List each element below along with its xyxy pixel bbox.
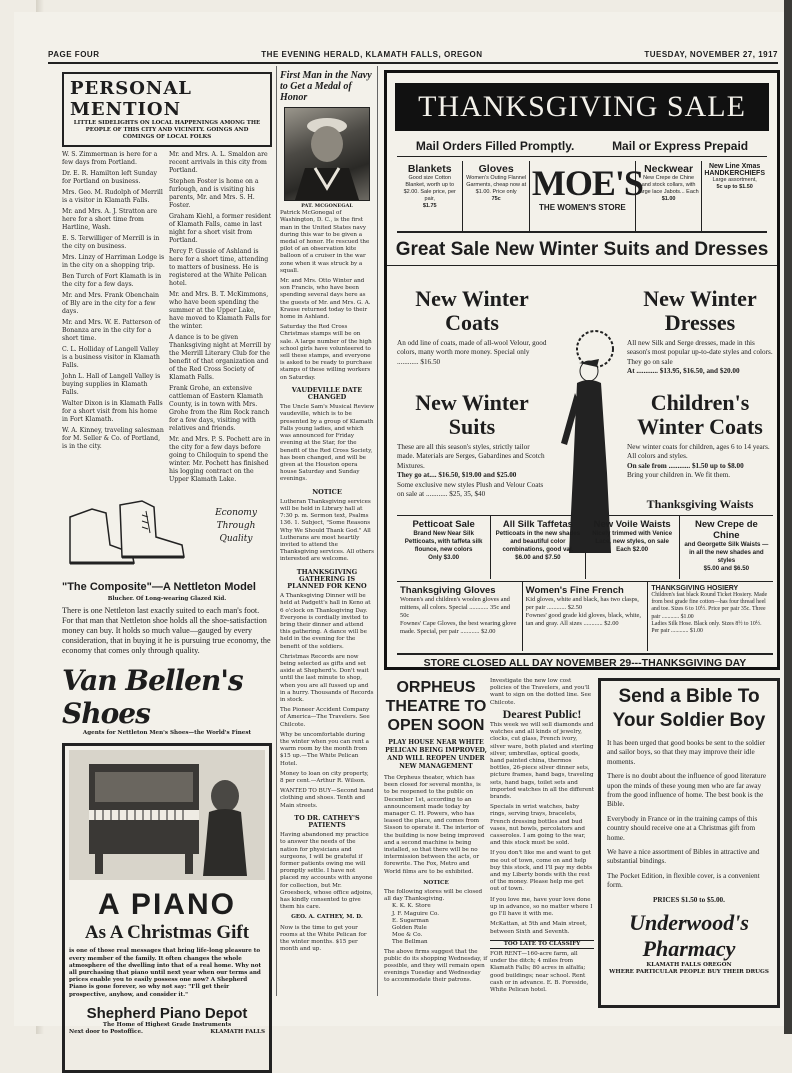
piano-store-sub: The Home of Highest Grade Instruments bbox=[102, 1021, 232, 1028]
piano-address-row bbox=[69, 1029, 265, 1036]
notice-story: Lutheran Thanksgiving services will be held in Library hall at 7:30 p. m. Sermon text, Psalms 136. 1. Subject, "Some Reasons Why We Should Thank God." All Lutherans are most heartily invited to attend the Thanksgiving services. All others interested are welcome. bbox=[280, 498, 374, 563]
coats-heading: New Winter Coats bbox=[415, 286, 529, 335]
blankets-body: Good size Cotton Blanket, worth up to $2.00. Sale price, per pair, bbox=[403, 175, 456, 202]
children-body: New winter coats for children, ages 6 to 14 years. All colors and styles. bbox=[627, 443, 770, 461]
underwood-slogan: WHERE PARTICULAR PEOPLE BUY THEIR DRUGS bbox=[609, 969, 769, 976]
hosiery-body-2: Ladies Silk Hose. Black only. Sizes 8½ to 10½. Per pair ............ $1.00 bbox=[651, 620, 762, 635]
personal-item: Mr. and Mrs. P. S. Pochett are in the city for a few days before going to Chiloquin to spend the winter. Mr. Pochett has finished his logging contract on the Upper Klamath Lake. bbox=[169, 436, 271, 483]
vaudeville-story: The Uncle Sam's Musical Review vaudeville, which is to be presented by a group of Klamath Falls young ladies, and which was announced for Friday evening at the Star, for the benefit of the Red Cross Society, has been changed, and will be given at the Houston opera house Saturday and Sunday evenings. bbox=[280, 404, 375, 483]
personal-item: Mrs. Linzy of Harriman Lodge is in the city on a shopping trip. bbox=[62, 254, 165, 269]
blankets-cell bbox=[397, 161, 463, 231]
column-personal bbox=[62, 66, 272, 1036]
petticoat-row bbox=[397, 515, 773, 579]
crepe-price: $5.00 and $6.50 bbox=[703, 565, 750, 572]
moes-subtitle: THE WOMEN'S STORE bbox=[539, 203, 626, 212]
store-name: K. K. K. Store bbox=[392, 903, 431, 910]
crepe-box bbox=[680, 516, 773, 579]
page-edge bbox=[784, 0, 792, 1034]
shoe-body: There is one Nettleton last exactly suited to each man's foot. For that man that Nettleton shoe holds all the shoe-satisfaction money can buy. It holds so much value—gauged by every consideration, that in buying it he is pursuing true economy, the economy that comes only through quality. bbox=[62, 606, 271, 656]
gloves-heading: Gloves bbox=[478, 163, 514, 175]
french-box bbox=[523, 582, 649, 651]
store-name: J. F. Maguire Co. bbox=[392, 910, 440, 917]
piano-ad bbox=[62, 743, 272, 1073]
money-notice: Money to loan on city property, 8 per cent.—Arthur R. Wilson. bbox=[280, 770, 369, 785]
store-name: Moe & Co. bbox=[392, 932, 423, 939]
petticoat-price: Only $3.00 bbox=[428, 554, 460, 561]
rooms-notice: Why be uncomfortable during the winter when you can rent a warm room by the month from $15 up.—The White Pelican Hotel. bbox=[280, 731, 369, 767]
photo-caption: PAT. MCGONEGAL bbox=[301, 203, 353, 209]
gloves-row bbox=[397, 581, 773, 651]
personal-left-column bbox=[62, 151, 165, 487]
bible-para: It has been urged that good books be sent to the soldier and sailor boys, so that they may improve their idle moments. bbox=[607, 739, 766, 766]
travelers-notice: Investigate the new low cost policies of the Travelers, and you'll want to sign on the dotted line. See Chilcote. bbox=[490, 678, 592, 706]
underwood-logo: Underwood's Pharmacy bbox=[629, 910, 749, 962]
piano-title: A PIANO bbox=[98, 888, 236, 922]
voile-body: Nicely trimmed with Venice Lace, new styles, on sale bbox=[592, 530, 673, 545]
gathering-heading: THANKSGIVING GATHERING IS PLANNED FOR KENO bbox=[287, 567, 367, 590]
shoe-slogan: Economy Through Quality bbox=[215, 508, 257, 544]
piano-store: Shepherd Piano Depot bbox=[86, 1004, 248, 1022]
dearest-title: Dearest Public! bbox=[502, 706, 582, 721]
personal-items bbox=[62, 151, 272, 487]
personal-item: C. L. Holliday of Langell Valley is a business visitor in Klamath Falls. bbox=[62, 346, 160, 369]
crepe-heading: New Crepe de Chine bbox=[694, 519, 758, 541]
handkerchiefs-price: 5c up to $1.50 bbox=[716, 184, 753, 190]
personal-item: Mr. and Mrs. W. E. Patterson of Bonanza are in the city for a short time. bbox=[62, 319, 161, 342]
gathering-story: A Thanksgiving Dinner will be held at Padgett's hall in Keno at 6 o'clock on Thanksgiving Day. Everyone is cordially invited to bring their dinner and attend this gathering. A dance will be held in the evening for the benefit of the soldiers. bbox=[280, 593, 371, 650]
orpheus-notice-2: The above firms suggest that the public do its shopping Wednesday, if possible, and they will remain open evenings Tuesday and Wednesday to accommodate their patrons. bbox=[384, 948, 488, 984]
personal-item: W. S. Zimmerman is here for a few days from Portland. bbox=[62, 151, 158, 166]
children-block bbox=[627, 391, 773, 481]
wanted-notice: WANTED TO BUY—Second hand clothing and shoes. Tenth and Main streets. bbox=[280, 788, 374, 809]
hosiery-box bbox=[648, 582, 773, 651]
taffetas-body: Petticoats in the new shades and beautiful color combinations, good val. bbox=[495, 530, 581, 553]
shoe-icon bbox=[62, 497, 202, 575]
moes-ad bbox=[384, 70, 780, 670]
thanksgiving-sale-banner: THANKSGIVING SALE bbox=[395, 83, 769, 131]
tg-gloves-box bbox=[397, 582, 523, 651]
orpheus-subtitle: PLAY HOUSE NEAR WHITE PELICAN BEING IMPROVED, AND WILL REOPEN UNDER NEW MANAGEMENT bbox=[385, 739, 487, 770]
personal-item: Ben Turch of Fort Klamath is in the city for a few days. bbox=[62, 273, 162, 288]
suits-body: These are all this season's styles, strictly tailor made. Materials are Serges, Gabardines and Scotch Mixtures. bbox=[397, 443, 545, 470]
personal-item: Mr. and Mrs. B. T. McKimmons, who have been spending the summer at the Upper Lake, have moved to Klamath Falls for the winter. bbox=[169, 291, 271, 330]
french-heading: Women's Fine French bbox=[525, 585, 624, 596]
orpheus-body: The Orpheus theater, which has been closed for several months, is to be reopened to the public on December 1st, according to an announcement made today by manager C. H. Powers, who has leased the place, and comes from Sisson to operate it. The interior of the building is now being improved and a second machine is being installed, so that there will be no intermission between the acts, or forewrite. The Fox, Metro and World films are to be exhibited. bbox=[384, 775, 485, 875]
piano-subtitle: As A Christmas Gift bbox=[84, 922, 250, 944]
medal-headline: First Man in the Navy to Get a Medal of Honor bbox=[280, 70, 372, 103]
piano-illustration-icon bbox=[69, 750, 265, 880]
petticoat-body: Brand New Near Silk Petticoats, with taffeta silk flounce, new colors bbox=[404, 530, 483, 553]
van-bellen-logo: Van Bellen's Shoes bbox=[62, 664, 243, 731]
french-body-2: Fownes' good grade kid gloves, black, white, tan and gray. All sizes ............ $2.00 bbox=[525, 612, 641, 627]
mail-order-row bbox=[397, 139, 767, 157]
vaudeville-heading: VAUDEVILLE DATE CHANGED bbox=[291, 385, 363, 402]
personal-item: Dr. E. R. Hamilton left Sunday for Portland on business. bbox=[62, 170, 158, 185]
dearest-body: This week we will sell diamonds and watches and all kinds of jewelry, clocks, cut glass, French ivory, silver ware, both plated and sterling silver, umbrellas, optical goods, hand painted china, thermos bottles, 26-piece silver dinner sets, picture frames, hand bags, traveling sets, hand bags, toilet sets and imported watches in all the different brands. bbox=[490, 722, 594, 801]
bible-para: Everybody in France or in the training camps of this country should receive one at a Christmas gift from home. bbox=[607, 814, 758, 842]
personal-item: Mr. and Mrs. Frank Obenchain of Bly are in the city for a few days. bbox=[62, 292, 159, 315]
patients-story: Having abandoned my practice to answer the needs of the nation for physicians and surgeons, I will be grateful if former patients owing me will promptly settle. I have not placed my accounts with anyone for collection, but Mr. Groesbeck, whose office adjoins, has kindly consented to give them his care. bbox=[280, 832, 373, 911]
hosiery-body: Children's fast black Round Ticket Hosiery. Made from best grade fine cotton—has four thread heel and toe. Sizes 6 to 10½. Price per pair 35c. Three pair ............ $1.00 bbox=[651, 592, 768, 620]
personal-item: John L. Hall of Langell Valley is buying supplies in Klamath Falls. bbox=[62, 373, 161, 396]
dresses-heading: New Winter Dresses bbox=[643, 286, 757, 335]
waists-heading: Thanksgiving Waists bbox=[646, 497, 754, 511]
dearest-body-3: If you don't like me and want to get me out of town, come on and help buy this stock, and I'll pay my debts and my Liberty bonds with the rest of the money. Please help me get out of town. bbox=[490, 850, 593, 893]
neckwear-heading: Neckwear bbox=[644, 163, 694, 175]
patients-signed: GEO. A. CATHEY, M. D. bbox=[291, 914, 363, 921]
dearest-body-4: If you love me, have your love done up in advance, so no matter where I go I'll have it with me. bbox=[490, 896, 593, 918]
personal-item: A dance is to be given Thanksgiving night at Merrill by the Merrill Literary Club for the benefit of that organization and of the Red Cross Society of Klamath Falls. bbox=[169, 334, 271, 381]
moes-feature-row bbox=[397, 161, 767, 233]
suits-heading: New Winter Suits bbox=[415, 390, 529, 439]
personal-subtitle: LITTLE SIDELIGHTS ON LOCAL HAPPENINGS AMONG THE PEOPLE OF THIS CITY AND VICINITY. GOINGS AND COMINGS OF LOCAL FOLKS bbox=[73, 120, 261, 140]
shoe-subline: Blucher. Of Long-wearing Glazed Kid. bbox=[107, 596, 227, 602]
patients-heading: TO DR. CATHEY'S PATIENTS bbox=[294, 813, 360, 830]
piano-address: Next door to Postoffice. bbox=[69, 1029, 143, 1036]
dresses-block bbox=[627, 287, 773, 377]
handkerchiefs-cell bbox=[702, 161, 767, 231]
gloves-price: 75c bbox=[491, 196, 501, 202]
tg-gloves-heading: Thanksgiving Gloves bbox=[400, 585, 496, 596]
time-notice: Now is the time to get your rooms at the White Pelican for the winter months. $15 per month and up. bbox=[280, 924, 367, 953]
personal-mention-header bbox=[62, 72, 272, 147]
orpheus-notice-heading: NOTICE bbox=[423, 879, 449, 886]
neckwear-cell bbox=[636, 161, 702, 231]
mail-orders: Mail Orders Filled Promptly. bbox=[415, 139, 575, 153]
bible-prices: PRICES $1.50 to $5.00. bbox=[653, 895, 725, 904]
voile-heading: New Voile Waists bbox=[593, 519, 671, 530]
bible-para: The Pocket Edition, in flexible cover, is a convenient form. bbox=[607, 871, 760, 890]
personal-item: W. A. Kinney, traveling salesman for M. Seller & Co. of Portland, is in the city. bbox=[62, 427, 164, 450]
children-heading: Children's Winter Coats bbox=[637, 390, 763, 439]
personal-item: Walter Dixon is in Klamath Falls for a short visit from his home in Fort Klamath. bbox=[62, 400, 163, 423]
french-body: Kid gloves, white and black, has two clasps, per pair ............ $2.50 bbox=[525, 596, 639, 611]
shoe-agents: Agents for Nettleton Men's Shoes—the World's Finest bbox=[82, 730, 252, 737]
sailor-photo bbox=[284, 107, 370, 201]
children-price: On sale from ............ $1.50 up to $8.00 bbox=[627, 461, 744, 470]
personal-item: E. S. Terwilliger of Merrill is in the city on business. bbox=[62, 235, 160, 250]
store-closed-notice: STORE CLOSED ALL DAY NOVEMBER 29---THANKSGIVING DAY bbox=[397, 653, 773, 669]
dearest-public-story bbox=[490, 678, 594, 994]
handkerchiefs-body: Large assortment, bbox=[712, 177, 757, 183]
voile-price: Each $2.00 bbox=[616, 546, 649, 553]
personal-right-column bbox=[169, 151, 272, 487]
taffetas-box bbox=[491, 516, 585, 579]
piano-body: is one of those real messages that bring life-long pleasure to every member of the family. It often changes the whole atmosphere of the dwelling into that of a real home. Why not all purchasing that piano until next year when our terms and prices enable you to easily possess one now? A Shepherd Piano is gone forever, so why not say: "I'll get their prospective, anyhow, and consider it." bbox=[69, 948, 262, 998]
petticoat-box bbox=[397, 516, 491, 579]
personal-item: Stephen Foster is home on a furlough, and is visiting his parents, Mr. and Mrs. S. H. Foster. bbox=[169, 178, 259, 209]
column-news bbox=[276, 66, 378, 996]
dresses-price: At ............ $13.95, $16.50, and $20.00 bbox=[627, 367, 740, 376]
bible-para: We have a nice assortment of Bibles in attractive and substantial bindings. bbox=[607, 848, 760, 866]
suits-body-2: Some exclusive new styles Plush and Velour Coats on sale at ............ $25, 35, $40 bbox=[397, 480, 544, 499]
store-name: E. Sugarman bbox=[392, 917, 429, 924]
bible-title: Send a Bible To Your Soldier Boy bbox=[612, 686, 766, 731]
petticoat-heading: Petticoat Sale bbox=[412, 519, 475, 530]
issue-date: TUESDAY, NOVEMBER 27, 1917 bbox=[644, 50, 778, 59]
personal-item: Percy P. Gussie of Ashland is here for a short time, attending to matters of business. He is registered at the White Pelican hotel. bbox=[169, 248, 269, 287]
news-item: Saturday the Red Cross Christmas stamps will be on sale. A large number of the high school girls have volunteered to sell these stamps, and everyone is asked to be ready to purchase stamps of these willing workers on Saturday. bbox=[280, 324, 373, 381]
blankets-heading: Blankets bbox=[407, 163, 452, 175]
tg-gloves-body-2: Fownes' Cape Gloves, the best wearing glove made. Special, per pair ............ $2.00 bbox=[400, 620, 517, 635]
voile-box bbox=[586, 516, 680, 579]
taffetas-heading: All Silk Taffetas bbox=[502, 519, 573, 530]
bible-para: There is no doubt about the influence of good literature upon the minds of these young men who are far away from the good influence of home. The best book is the Bible. bbox=[607, 772, 767, 809]
orpheus-notice: The following stores will be closed all day Thanksgiving. bbox=[384, 889, 483, 903]
paper-name: THE EVENING HERALD, KLAMATH FALLS, OREGON bbox=[261, 50, 483, 59]
shoe-ad bbox=[62, 497, 272, 577]
classify-heading: TOO LATE TO CLASSIFY bbox=[490, 940, 594, 949]
store-name: Golden Rule bbox=[392, 925, 427, 932]
moes-logo-cell bbox=[530, 161, 643, 231]
handkerchiefs-heading: New Line Xmas HANDKERCHIEFS bbox=[704, 163, 765, 177]
underwood-city: KLAMATH FALLS OREGON bbox=[646, 962, 732, 969]
crepe-body: and Georgette Silk Waists —in all the new shades and styles bbox=[684, 541, 769, 564]
personal-item: Mrs. Geo. M. Rudolph of Merrill is a visitor in Klamath Falls. bbox=[62, 189, 163, 204]
great-sale-heading: Great Sale New Winter Suits and Dresses bbox=[387, 239, 777, 266]
hosiery-heading: THANKSGIVING HOSIERY bbox=[651, 585, 739, 592]
neckwear-price: $1.00 bbox=[661, 196, 676, 202]
blankets-price: $1.75 bbox=[422, 203, 437, 209]
orpheus-story bbox=[384, 678, 488, 985]
notice-heading: NOTICE bbox=[312, 487, 342, 496]
accident-notice: The Pioneer Accident Company of America—The Travelers. See Chilcote. bbox=[280, 707, 370, 728]
neckwear-body: New Crepe de Chine and stock collars, with large lace Jabots... Each bbox=[638, 175, 699, 195]
taffetas-price: $6.00 and $7.50 bbox=[515, 554, 561, 561]
page-number: PAGE FOUR bbox=[48, 50, 100, 59]
gloves-cell bbox=[463, 161, 529, 231]
news-item: Mr. and Mrs. Otto Winter and son Francis, who have been spending several days here as the guests of Mr. and Mrs. G. A. Krause returned today to their home in Ashland. bbox=[280, 278, 371, 321]
mail-prepaid: Mail or Express Prepaid bbox=[612, 139, 749, 153]
masthead bbox=[48, 50, 778, 64]
records-notice: Christmas Records are now being selected as gifts and set aside at Shepherd's. Don't wait until the last minute to shop, when you are all fussed up and in a hurry. Thousands of Records in stock. bbox=[280, 653, 374, 703]
tg-gloves-body: Women's and children's woolen gloves and mittens, all colors. Special ............ 35c and 50c bbox=[400, 596, 511, 619]
bible-ad bbox=[598, 678, 780, 1008]
store-name: The Bellman bbox=[392, 939, 428, 946]
dearest-sign: McKattan, at 5th and Main street, between Sixth and Seventh. bbox=[490, 921, 587, 935]
shoe-headline: "The Composite"—A Nettleton Model bbox=[62, 581, 256, 593]
gloves-body: Women's Outing Flannel Garments, cheap now at $1.00. Price only bbox=[466, 175, 527, 195]
medal-story: Patrick McGonegal of Washington, D. C., is the first man in the United States navy during this war to be given a medal of honor. He rescued the pilot of an observation kite balloon of a cruiser in the war zone when it was struck by a squall. bbox=[280, 210, 370, 274]
personal-title: PERSONAL MENTION bbox=[70, 78, 192, 120]
piano-city: KLAMATH FALLS bbox=[210, 1029, 265, 1036]
personal-item: Frank Grohe, an extensive cattleman of Eastern Klamath County, is in town with Mrs. Grohe from the Rim Rock ranch for a few days, visiting with relatives and friends. bbox=[169, 385, 270, 432]
personal-item: Graham Kiehl, a former resident of Klamath Falls, came in last night for a short visit from Portland. bbox=[169, 213, 272, 244]
orpheus-title: ORPHEUS THEATRE TO OPEN SOON bbox=[385, 679, 487, 734]
suits-price: They go at.... $16.50, $19.00 and $25.00 bbox=[397, 471, 517, 480]
classify-body: FOR RENT—160-acre farm, all under the ditch; 4 miles from Klamath Falls; 80 acres in alfalfa; good buildings; near school. Rent cash or in advance. E. B. Foreside, White Pelican hotel. bbox=[490, 950, 589, 993]
personal-item: Mr. and Mrs. A. L. Smaldon are recent arrivals in this city from Portland. bbox=[169, 151, 268, 174]
suits-block bbox=[397, 391, 547, 499]
coats-body: An odd line of coats, made of all-wool Velour, good colors, many worth more money. Special only ............ $16.50 bbox=[397, 339, 547, 366]
personal-item: Mr. and Mrs. A. J. Stratton are here for a short time from Hartline, Wash. bbox=[62, 208, 158, 231]
moes-logo: MOE'S bbox=[531, 163, 643, 203]
dresses-body: All new Silk and Serge dresses, made in this season's most popular up-to-date styles and colors. They go on sale bbox=[627, 339, 773, 366]
coats-block bbox=[397, 287, 547, 367]
children-body-2: Bring your children in. We fit them. bbox=[627, 471, 731, 480]
closed-stores-list bbox=[384, 903, 488, 946]
dearest-body-2: Specials in wrist watches, baby rings, serving trays, bracelets, French dressing bottles and bud vases, nut bowls, percolators and casseroles. I am going to the war, and this stock must be sold. bbox=[490, 804, 586, 847]
